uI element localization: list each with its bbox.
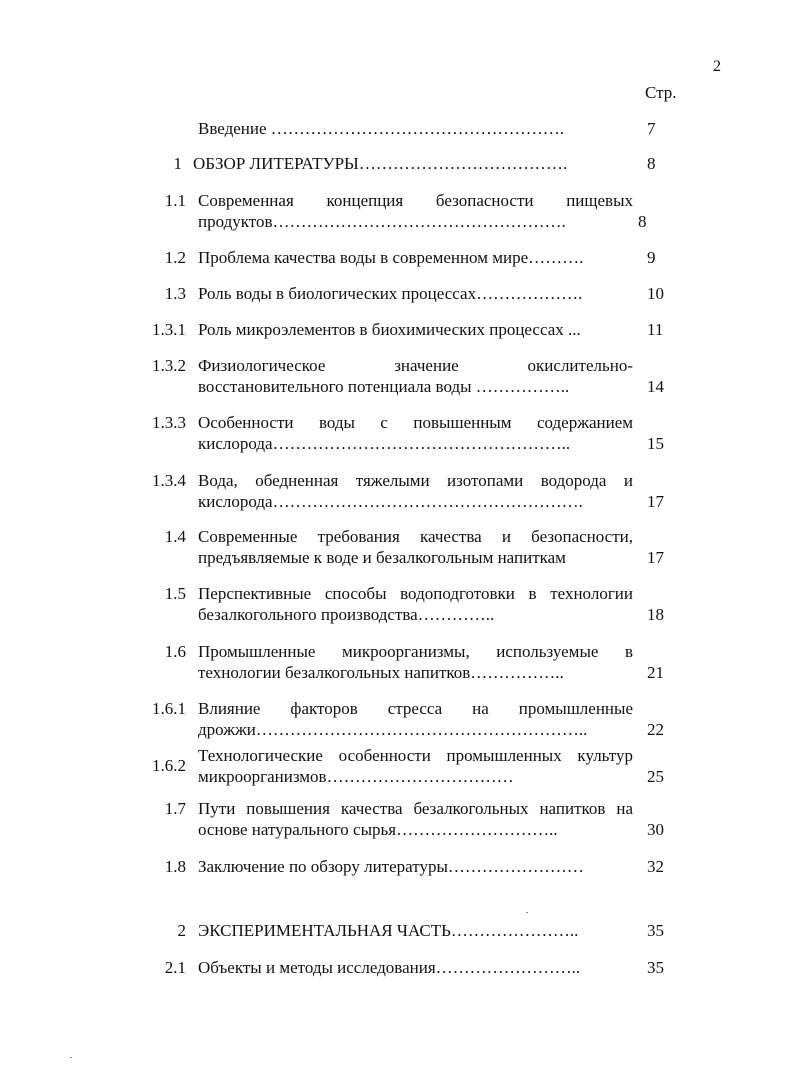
toc-entry-title: Промышленные микроорганизмы, используемые в технологии безалкогольных напитков…………….. (198, 642, 633, 682)
toc-entry-page: 25 (647, 767, 664, 786)
toc-entry-title: Вода, обедненная тяжелыми изотопами водорода и кислорода………………………………………………. (198, 471, 633, 511)
toc-entry-page: 32 (647, 857, 664, 876)
page-number: 2 (713, 58, 721, 75)
toc-entry-title: Особенности воды с повышенным содержанием кислорода…………………………………………….. (198, 413, 633, 453)
toc-entry-number: 1.1 (164, 191, 186, 210)
toc-entry-page: 17 (647, 492, 664, 511)
toc-entry-title: Влияние факторов стресса на промышленные дрожжи………………………………………………….. (198, 699, 633, 739)
toc-entry-page: 21 (647, 663, 664, 682)
toc-entry-number: 1.3.4 (152, 471, 186, 490)
toc-entry-title: Проблема качества воды в современном мире………. (198, 248, 584, 267)
toc-entry-number: 1.3.1 (152, 320, 186, 339)
toc-entry-number: 1.8 (164, 857, 186, 876)
toc-entry-title: ОБЗОР ЛИТЕРАТУРЫ………………………………. (193, 154, 568, 173)
toc-entry-number: 1.4 (164, 527, 186, 546)
toc-entry-number: 1.6 (164, 642, 186, 661)
toc-entry-title: Введение ……………………………………………. (198, 119, 565, 138)
toc-entry-page: 9 (647, 248, 656, 267)
scan-speck (526, 912, 528, 913)
toc-entry-page: 35 (647, 921, 664, 940)
toc-entry-page: 30 (647, 820, 664, 839)
toc-entry-page: 8 (638, 212, 647, 231)
toc-entry-title: Пути повышения качества безалкогольных напитков на основе натурального сырья……………………….. (198, 799, 633, 839)
toc-entry-number: 1.7 (164, 799, 186, 818)
toc-entry-title: ЭКСПЕРИМЕНТАЛЬНАЯ ЧАСТЬ………………….. (198, 921, 579, 940)
toc-entry-page: 7 (647, 119, 656, 138)
toc-entry-title: Роль воды в биологических процессах………………. (198, 284, 583, 303)
toc-entry-number: 2.1 (164, 958, 186, 977)
toc-entry-page: 15 (647, 434, 664, 453)
toc-entry-page: 11 (647, 320, 664, 339)
toc-entry-title: Современные требования качества и безопасности, предъявляемые к воде и безалкогольным напиткам (198, 527, 633, 567)
toc-entry-title: Технологические особенности промышленных культур микроорганизмов…………………………… (198, 746, 633, 786)
scan-speck (70, 1057, 72, 1058)
toc-entry-number: 2 (177, 921, 186, 940)
toc-entry-number: 1.3 (164, 284, 186, 303)
toc-entry-title: Перспективные способы водоподготовки в технологии безалкогольного производства………….. (198, 584, 633, 624)
toc-entry-number: 1.6.1 (152, 699, 186, 718)
toc-entry-title: Объекты и методы исследования…………………….. (198, 958, 581, 977)
toc-entry-title: Заключение по обзору литературы…………………… (198, 857, 584, 876)
toc-entry-page: 17 (647, 548, 664, 567)
toc-entry-page: 8 (647, 154, 656, 173)
toc-entry-title: Роль микроэлементов в биохимических процессах ... (198, 320, 581, 339)
toc-entry-page: 10 (647, 284, 664, 303)
toc-entry-page: 14 (647, 377, 664, 396)
toc-entry-page: 35 (647, 958, 664, 977)
toc-entry-number: 1.3.3 (152, 413, 186, 432)
toc-entry-title: Современная концепция безопасности пищевых продуктов……………………………………………. (198, 191, 633, 231)
toc-entry-number: 1.3.2 (152, 356, 186, 375)
toc-entry-number: 1.2 (164, 248, 186, 267)
toc-entry-number: 1 (173, 154, 182, 173)
toc-entry-page: 22 (647, 720, 664, 739)
toc-entry-title: Физиологическое значение окислительно-восстановительного потенциала воды …………….. (198, 356, 633, 396)
toc-entry-page: 18 (647, 605, 664, 624)
toc-entry-number: 1.6.2 (152, 756, 186, 775)
page-column-header: Стр. (645, 83, 677, 102)
toc-entry-number: 1.5 (164, 584, 186, 603)
